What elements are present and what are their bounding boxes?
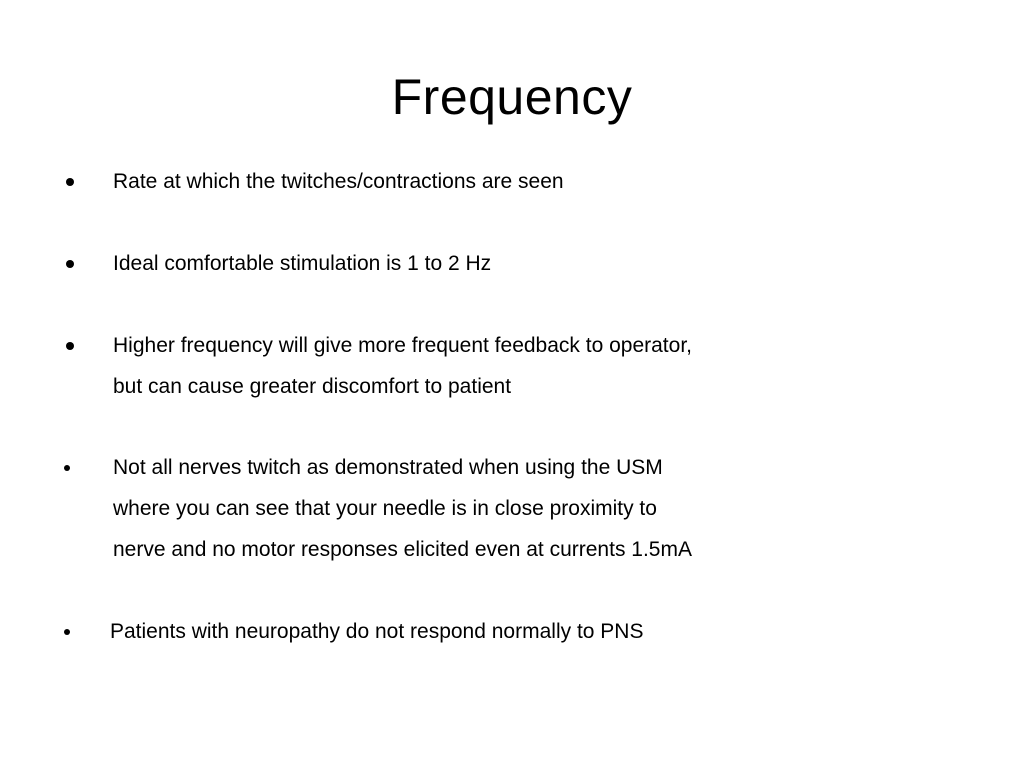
bullet-dot-icon — [64, 629, 70, 635]
bullet-4-line-1: Not all nerves twitch as demonstrated when using the USM — [113, 456, 663, 479]
bullet-1-line-1: Rate at which the twitches/contractions are seen — [113, 170, 564, 193]
bullet-3-line-2: but can cause greater discomfort to patient — [113, 375, 512, 398]
bullet-4-line-3: nerve and no motor responses elicited even at currents 1.5mA — [113, 538, 692, 561]
bullet-2-line-1: Ideal comfortable stimulation is 1 to 2 Hz — [113, 252, 492, 275]
bullet-dot-icon — [66, 342, 74, 350]
slide-title: Frequency — [391, 69, 633, 125]
bullet-4-line-2: where you can see that your needle is in close proximity to — [113, 497, 657, 520]
bullet-3-line-1: Higher frequency will give more frequent feedback to operator, — [113, 334, 692, 357]
bullet-dot-icon — [66, 178, 74, 186]
bullet-dot-icon — [66, 260, 74, 268]
bullet-dot-icon — [64, 465, 70, 471]
bullet-5-line-1: Patients with neuropathy do not respond normally to PNS — [110, 620, 644, 643]
